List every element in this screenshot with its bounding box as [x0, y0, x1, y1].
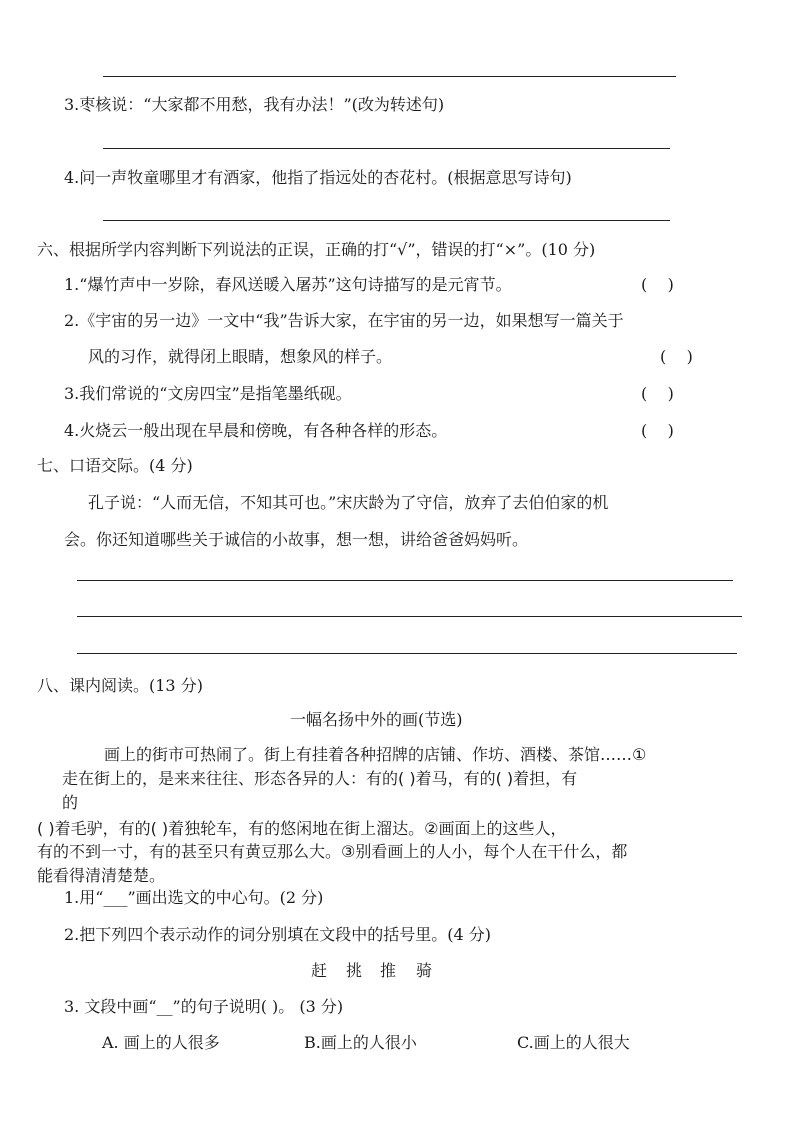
question-5-4: 4.问一声牧童哪里才有酒家，他指了指远处的杏花村。(根据意思写诗句) — [64, 168, 572, 187]
passage-line-6: 能看得清清楚楚。 — [37, 866, 166, 885]
word-choice-4: 骑 — [416, 961, 433, 980]
reading-question-3: 3. 文段中画“__”的句子说明( )。 (3 分) — [64, 997, 344, 1016]
judge-answer-box-3[interactable]: ( ) — [641, 384, 674, 403]
section-7-heading: 七、口语交际。(4 分) — [37, 456, 193, 475]
passage-line-4: ( )着毛驴，有的( )着独轮车，有的悠闲地在街上溜达。②画面上的这些人， — [37, 819, 567, 838]
judge-item-1: 1.“爆竹声中一岁除，春风送暖入屠苏”这句诗描写的是元宵节。 — [64, 275, 512, 294]
judge-item-3: 3.我们常说的“文房四宝”是指笔墨纸砚。 — [64, 384, 352, 403]
judge-answer-box-4[interactable]: ( ) — [641, 421, 674, 440]
section-7-prompt-line-1: 孔子说：“人而无信，不知其可也。”宋庆龄为了守信，放弃了去伯伯家的机 — [88, 493, 609, 512]
answer-line[interactable] — [103, 76, 676, 77]
judge-item-2: 2.《宇宙的另一边》一文中“我”告诉大家，在宇宙的另一边，如果想写一篇关于 — [64, 311, 624, 330]
answer-line[interactable] — [77, 653, 737, 654]
judge-answer-box-1[interactable]: ( ) — [641, 275, 674, 294]
section-7-prompt-line-2: 会。你还知道哪些关于诚信的小故事，想一想，讲给爸爸妈妈听。 — [64, 530, 529, 549]
judge-item-2-continuation: 风的习作，就得闭上眼睛，想象风的样子。 — [88, 347, 393, 366]
passage-line-5: 有的不到一寸，有的甚至只有黄豆那么大。③别看画上的人小，每个人在干什么，都 — [37, 842, 628, 861]
answer-line[interactable] — [103, 220, 670, 221]
answer-line[interactable] — [103, 148, 670, 149]
section-8-heading: 八、课内阅读。(13 分) — [37, 676, 203, 695]
passage-line-2: 走在街上的，是来来往往、形态各异的人：有的( )着马，有的( )着担，有 — [62, 769, 578, 788]
word-choice-1: 赶 — [311, 961, 328, 980]
word-choice-2: 挑 — [346, 961, 363, 980]
question-5-3: 3.枣核说：“大家都不用愁，我有办法！”(改为转述句) — [64, 95, 445, 114]
reading-question-2: 2.把下列四个表示动作的词分别填在文段中的括号里。(4 分) — [64, 925, 492, 944]
option-c[interactable]: C.画上的人很大 — [517, 1033, 630, 1052]
passage-line-1: 画上的街市可热闹了。街上有挂着各种招牌的店铺、作坊、酒楼、茶馆……① — [104, 745, 647, 764]
word-choice-3: 推 — [380, 961, 397, 980]
answer-line[interactable] — [77, 616, 742, 617]
option-a[interactable]: A. 画上的人很多 — [102, 1033, 220, 1052]
section-6-heading: 六、根据所学内容判断下列说法的正误，正确的打“√”，错误的打“×”。(10 分) — [37, 240, 596, 259]
passage-title: 一幅名扬中外的画(节选) — [290, 710, 463, 729]
answer-line[interactable] — [77, 580, 733, 581]
passage-line-3: 的 — [62, 793, 79, 812]
judge-answer-box-2[interactable]: ( ) — [660, 347, 693, 366]
option-b[interactable]: B.画上的人很小 — [304, 1033, 417, 1052]
judge-item-4: 4.火烧云一般出现在早晨和傍晚，有各种各样的形态。 — [64, 421, 448, 440]
reading-question-1: 1.用“___”画出选文的中心句。(2 分) — [64, 888, 324, 907]
